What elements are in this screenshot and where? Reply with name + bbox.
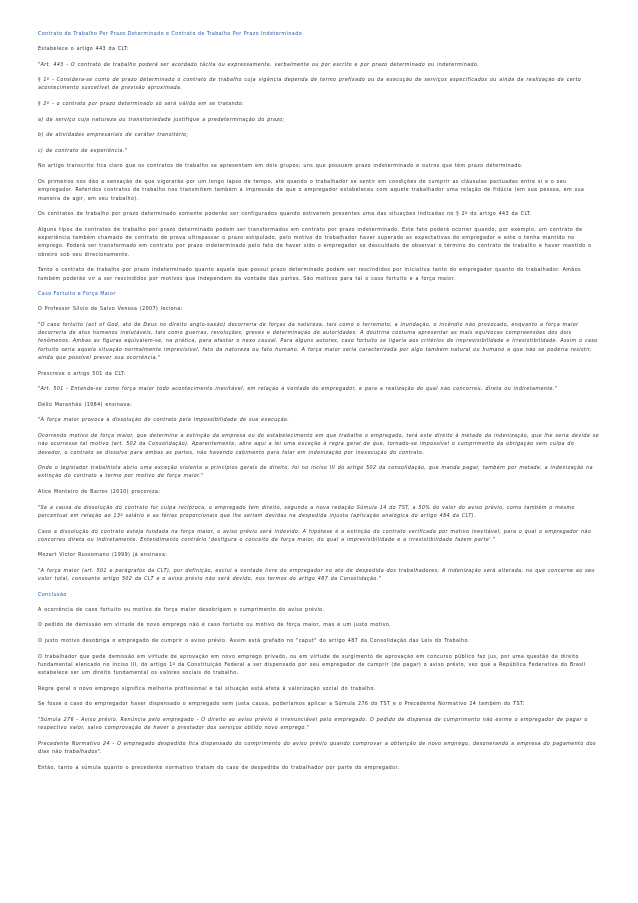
quote-paragraph: "Súmula 276 - Aviso prévio. Renúncia pelo empregado - O direito ao aviso prévio é irrenunciável pelo empregado. O pedido de dispensa de cumprimento não exime o empregador de pagar o respectivo valor, salvo comprovação de haver o prestador dos serviços obtido novo emprego." [38,718,588,732]
quote-paragraph: § 2º - o contrato por prazo determinado só será válido em se tratando: [38,102,244,108]
paragraph: O Professor Sílvio de Salvo Venosa (2007) leciona: [38,307,183,313]
quote-paragraph: a) de serviço cuja natureza ou transitoriedade justifique a predeterminação do prazo; [38,117,285,123]
paragraph: Tanto o contrato de trabalho por prazo indeterminado quanto aquele que possui prazo determinado podem ser rescindidos por iniciativa tanto do empregador quanto do trabalhador. Ambos também poderão vir a ser rescindidos por motivos que independem da vontade das partes. São motivos para tal o caso fortuito e a força maior. [38,268,582,282]
paragraph: Mozart Victor Russomano (1999) já ensinava: [38,553,168,559]
paragraph: Se fosse o caso do empregador haver dispensado o empregado sem justa causa, poderíamos aplicar a Súmula 276 do TST e o Precedente Normativo 24 também do TST: [38,702,525,708]
paragraph: A ocorrência de caso fortuito ou motivo de força maior desobrigam o cumprimento do aviso prévio. [38,607,325,613]
paragraph: Estabelece o artigo 443 da CLT: [38,47,129,52]
section-heading: Caso Fortuito e Força Maior [38,292,116,298]
quote-paragraph: Ocorrendo motivo de força maior, que determine a extinção da empresa ou do estabelecimento em que trabalhe o empregado, terá este direito à metade da indenização, que lhe seria devida se não ocorresse tal motivo (art. 502 da Consolidação). Aparentemente, abre aqui a lei uma exceção à regra geral de que, tornado-se impossível o cumprimento da obrigação sem culpa do devedor, o contrato se dissolve para ambas as partes, não havendo cabimento para falar em indenização por inexecução do contrato. [38,433,599,456]
quote-paragraph: "Se a causa da dissolução do contrato for culpa recíproca, o empregado tem direito, segundo a nova redação Súmula 14 do TST, a 50% do valor do aviso prévio, como também o mesmo percentual em relação ao 13º salário e as férias proporcionais que lhe seriam devidas na despedida injusta (aplicação analógica do artigo 484 da CLT). [38,505,575,519]
quote-paragraph: "A força maior (art. 501 e parágrafos da CLT), por definição, exclui a vontade livre do empregador no ato de despedida dos trabalhadores. A indenização será alterada, no que concerne ao seu valor total, consoante artigo 502 da CLT e o aviso prévio não será devido, nos termos do artigo 487 da Consolidação." [38,569,595,583]
paragraph: O trabalhador que pede demissão em virtude de aprovação em novo emprego privado, ou em virtude de surgimento de aprovação em concurso público faz jus, por uma questão de direito fundamental elencado no inciso III, do artigo 1º da Constituição Federal a ser dispensado por seu empregador de cumprir (de pagar) o aviso prévio, vez que a República Federativa do Brasil estabelece ser um direito fundamental os valores sociais do trabalho. [38,654,586,677]
quote-paragraph: "O caso fortuito (act of God, ato de Deus no direito anglo-saxão) decorreria de forças da natureza, tais como o terremoto, a inundação, o incêndio não provocado, enquanto a força maior decorreria de atos humanos inelutáveis, tais como guerras, revoluções, greves e determinação de autoridades. A doutrina costuma apresentar as mais equívocas compreensões dos dois fenômenos. Ambas as figuras equivalem-se, na prática, para afastar o nexo causal. Para alguns autores, caso fortuito se ligaria aos critérios de imprevisibilidade e irresistibilidade. Assim o caso fortuito seria aquela situação normalmente imprevisível, fato da natureza ou fato humano. A força maior seria caracterizada por algo também natural ou humano a que não se poderia resistir, ainda que possível prever sua ocorrência." [38,322,598,361]
paragraph: Regra geral o novo emprego significa melhoria profissional e tal situação está afeta à valorização social do trabalho. [38,686,376,692]
paragraph: O justo motivo desobriga o empregado de cumprir o aviso prévio. Assim está grafado no "caput" do artigo 487 da Consolidação das Leis do Trabalho. [38,639,470,645]
quote-paragraph: Caso a dissolução do contrato esteja fundada na força maior, o aviso prévio será indevido. A hipótese é a extinção do contrato verificada por motivo inevitável, para o qual o empregador não concorreu direta ou indiretamente. Entendimento contrário 'desfigura o conceito de força maior, do qual a imprevisibilidade e a irresistibilidade fazem parte'." [38,529,592,543]
paragraph: Os primeiros nos dão a sensação de que vigorarão por um longo lapso de tempo, até quando o trabalhador se sentir em condições de cumprir as cláusulas pactuadas entre si e o seu empregador. Referidos contratos de trabalho nos transmitem também a impressão de que o empregador estabeleceu com aquele trabalhador uma relação de fidúcia (em sua pessoa, em sua maneira de agir, em seu trabalho). [38,180,585,202]
paragraph: O pedido de demissão em virtude de novo emprego não é caso fortuito ou motivo de força maior, mas é um justo motivo. [38,623,392,629]
paragraph: Os contratos de trabalho por prazo determinado somente poderão ser configurados quando estiverem presentes uma das situações indicadas no § 2º do artigo 443 da CLT. [38,212,532,218]
section-heading: Contrato de Trabalho Por Prazo Determinado e Contrato de Trabalho Por Prazo Indeterminado [38,32,303,37]
section-heading: Conclusão [38,592,67,598]
quote-paragraph: c) de contrato de experiência." [38,148,128,154]
quote-paragraph: Onde o legislador trabalhista abriu uma exceção violenta a princípios gerais de direito, foi no inciso III do artigo 502 da consolidação, que manda pagar, também por metade, a indenização na extinção do contrato a termo por motivo de força maior." [38,466,593,480]
paragraph: Alguns tipos de contratos de trabalho por prazo determinado podem ser transformados em contrato por prazo indeterminado. Este fato poderá ocorrer quando, por exemplo, um contrato de experiência também chamado de contrato de prova ultrapassar o prazo estipulado, pelo motivo do trabalhador haver superado as expectativas do empregador e este o tenha mantido no emprego. Poderá ser transformado em contrato por prazo indeterminado pelo fato de haver sido o empregador se descuidado de observar o término do contrato de trabalho e haver mantido o obreiro sob seu direcionamento. [38,227,592,258]
quote-paragraph: § 1º - Considera-se como de prazo determinado o contrato de trabalho cuja vigência dependa de termo prefixado ou da execução de serviços especificados ou ainda da realização de certo acontecimento suscetível de previsão aproximada. [38,78,582,92]
paragraph: Prescreve o artigo 501 da CLT: [38,371,126,377]
paragraph: Alice Monteiro de Barros (2010) preconiza: [38,490,161,496]
quote-paragraph: Precedente Normativo 24 - O empregado despedido fica dispensado do cumprimento do aviso prévio quando comprovar a obtenção de novo emprego, desonerando a empresa do pagamento dos dias não trabalhados". [38,741,596,756]
paragraph: No artigo transcrito fica claro que os contratos de trabalho se apresentam em dois grupos: uns que possuem prazo indeterminado e outros que têm prazo determinado. [38,164,523,170]
quote-paragraph: "A força maior provoca a dissolução do contrato pela impossibilidade de sua execução. [38,418,290,424]
quote-paragraph: "Art. 443 - O contrato de trabalho poderá ser acordado tácita ou expressamente, verbalmente ou por escrito e por prazo determinado ou indeterminado. [38,62,480,68]
paragraph: Délio Maranhão (1984) ensinava: [38,402,133,408]
paragraph: Então, tanto a súmula quanto o precedente normativo tratam do caso de despedida do trabalhador por parte do empregador. [38,765,400,771]
quote-paragraph: "Art. 501 - Entende-se como força maior todo acontecimento inevitável, em relação à vontade do empregador, e para a realização do qual não concorreu, direta ou indiretamente." [38,387,558,393]
quote-paragraph: b) de atividades empresariais de caráter transitório; [38,133,189,139]
